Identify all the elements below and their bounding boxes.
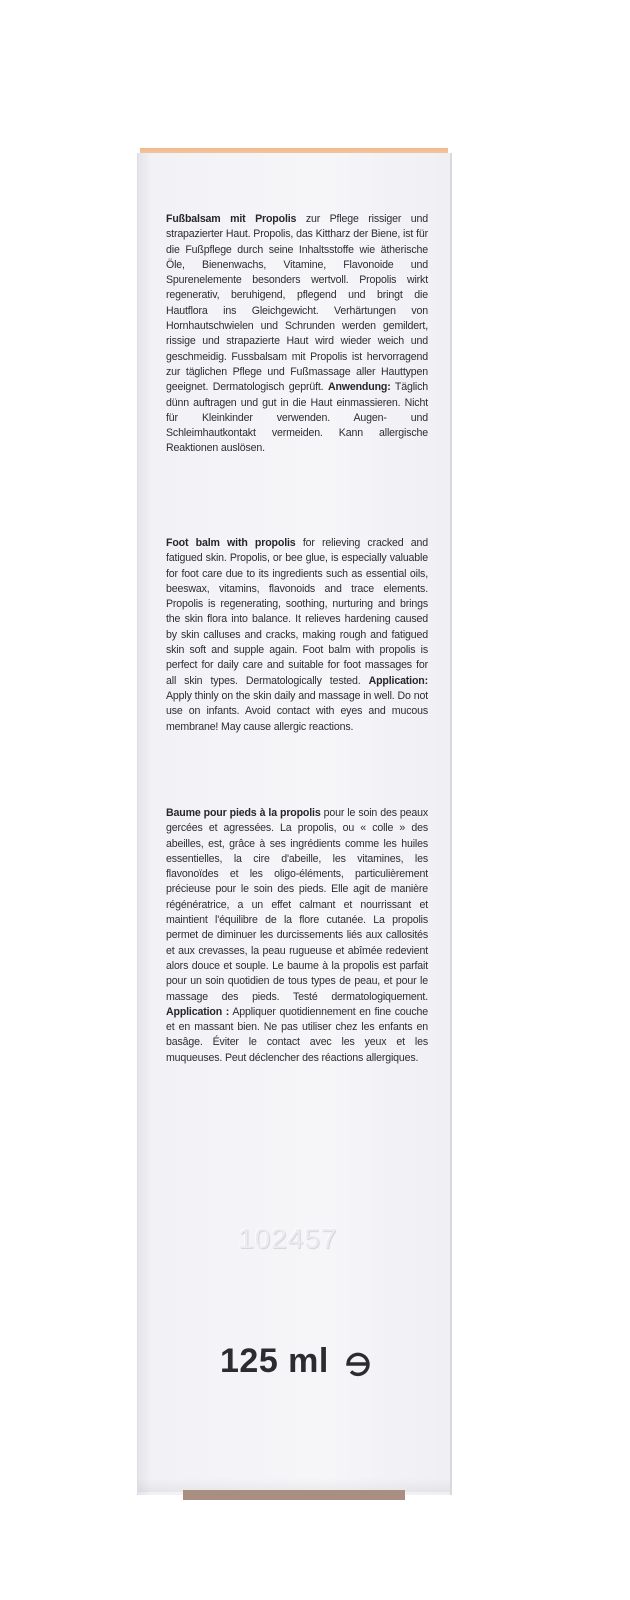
box-bottom-strip xyxy=(183,1490,405,1500)
usage-heading-english: Application: xyxy=(368,674,428,687)
description-french xyxy=(166,806,428,1066)
description-french-body: pour le soin des peaux gercées et agressées. La propolis, ou « colle » des abeilles, est, grâce à ses ingrédients comme les huiles essentielles, la cire d'abeille, les vitamines, les flavonoïdes et les oligo-éléments, particulièrement précieuse pour le soin des pieds. Elle agit de manière régénératrice, a un effet calmant et nourrissant et maintient l'équilibre de la flore cutanée. La propolis permet de diminuer les durcissements liés aux callosités et aux crevasses, la peau rugueuse et abîmée redevient alors douce et souple. Le baume à la propolis est parfait pour un soin quotidien de tous types de peau, et pour le massage des pieds. Testé dermatologiquement. xyxy=(166,807,429,1003)
embossed-lot-code: 102457 xyxy=(238,1223,338,1254)
product-name-german: Fußbalsam mit Propolis xyxy=(166,213,297,225)
usage-french-body: Appliquer quotidiennement en fine couche et en massant bien. Ne pas utiliser chez les enfants en basâge. Éviter le contact avec les yeux et les muqueuses. Peut déclencher des réactions allergiques. xyxy=(166,1005,428,1064)
product-name-english: Foot balm with propolis xyxy=(166,537,296,549)
usage-german-body: Täglich dünn auftragen und gut in die Haut einmassieren. Nicht für Kleinkinder verwenden. Augen- und Schleimhautkontakt vermeiden. Kann allergische Reaktionen auslösen. xyxy=(166,381,428,455)
product-name-french: Baume pour pieds à la propolis xyxy=(166,807,321,819)
description-german-body: zur Pflege rissiger und strapazierter Haut. Propolis, das Kittharz der Biene, ist für die Fußpflege durch seine Inhaltsstoffe wie ätherische Öle, Bienenwachs, Vitamine, Flavonoide und Spurenelemente besonders wertvoll. Propolis wirkt regenerativ, beruhigend, pflegend und bringt die Hautflora ins Gleichgewicht. Verhärtungen von Hornhautschwielen und Schrunden werden gemildert, rissige und strapazierte Haut wird wieder weich und geschmeidig. Fussbalsam mit Propolis ist hervorragend zur täglichen Pflege und Fußmassage aller Hauttypen geeignet. Dermatologisch geprüft. xyxy=(166,213,429,394)
volume-label: 125 ml xyxy=(220,1342,329,1380)
description-english xyxy=(166,536,428,735)
usage-heading-german: Anwendung: xyxy=(327,381,391,394)
usage-english-body: Apply thinly on the skin daily and massage in well. Do not use on infants. Avoid contact with eyes and mucous membrane! May cause allergic reactions. xyxy=(166,689,428,733)
estimated-sign-icon xyxy=(343,1349,373,1379)
description-english-body: for relieving cracked and fatigued skin. Propolis, or bee glue, is especially valuable for foot care due to its ingredients such as essential oils, beeswax, vitamins, flavonoids and trace elements. Propolis is regenerating, soothing, nurturing and brings the skin flora into balance. It relieves hardening caused by skin calluses and cracks, making rough and fatigued skin soft and supple again. Foot balm with propolis is perfect for daily care and suitable for foot massages for all skin types. Dermatologically tested. xyxy=(166,537,428,687)
description-german xyxy=(166,212,428,457)
usage-heading-french: Application : xyxy=(166,1005,230,1018)
